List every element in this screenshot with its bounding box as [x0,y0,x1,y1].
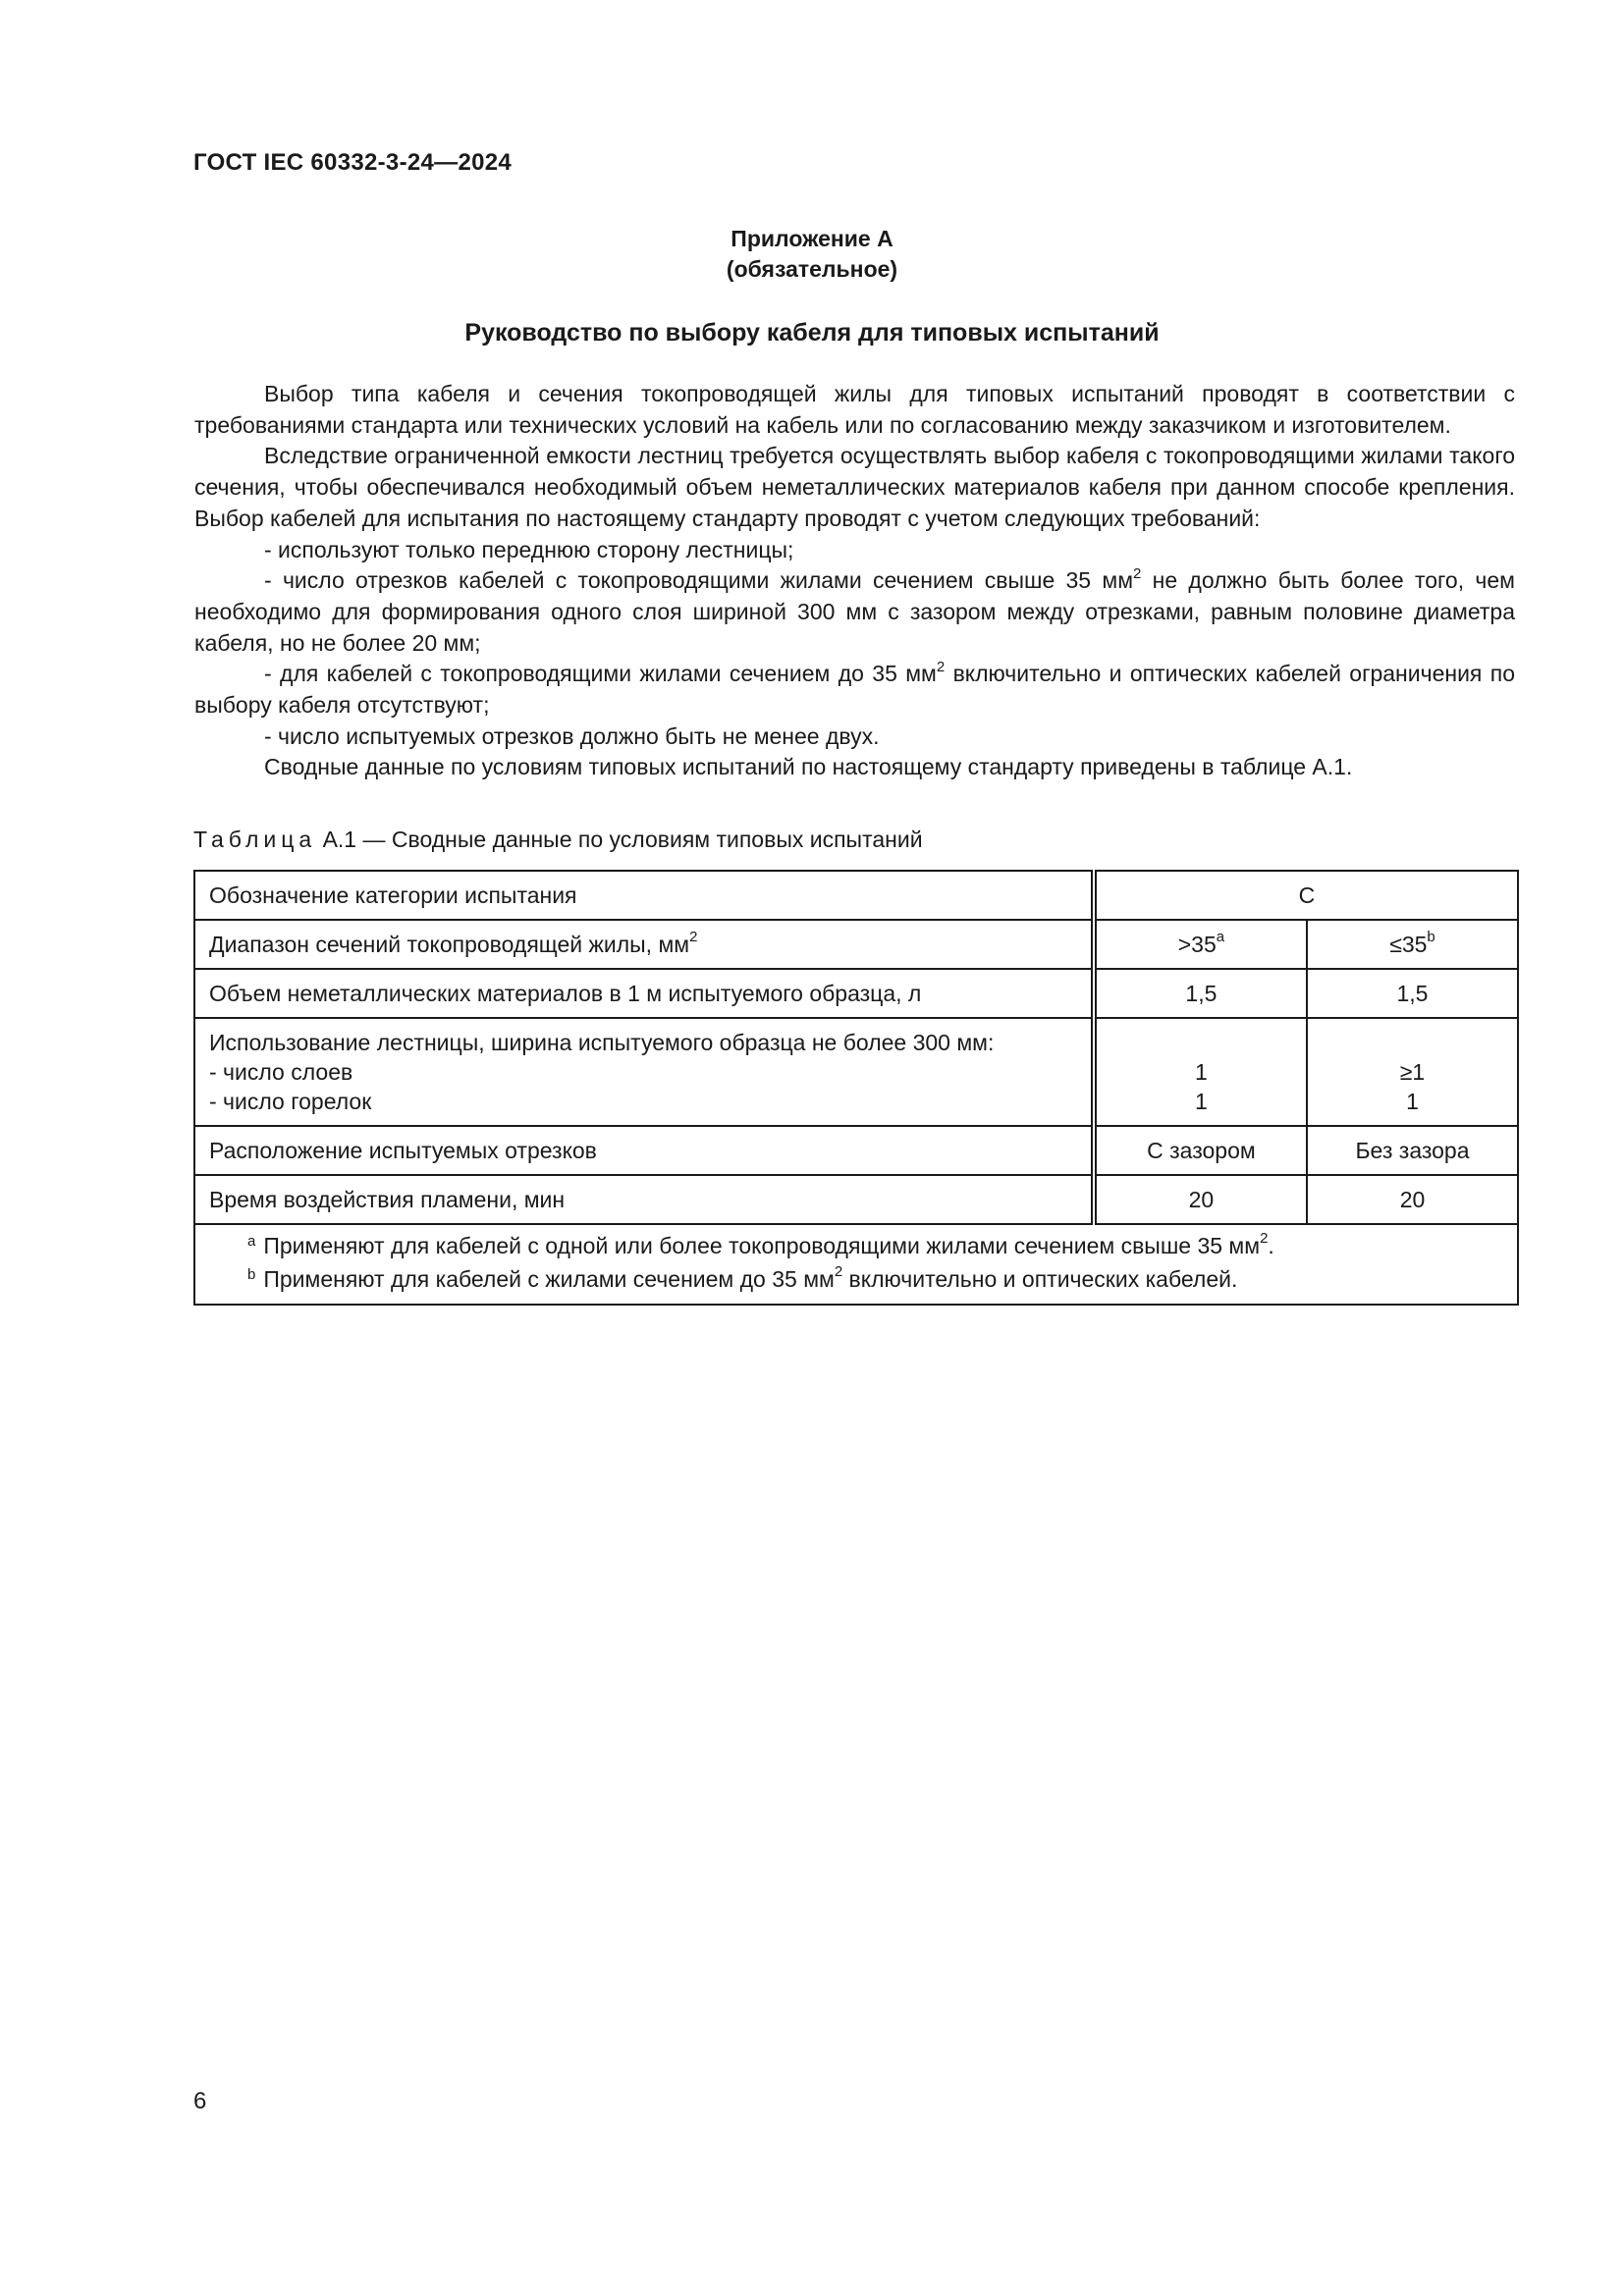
table-cell: 1 1 [1094,1018,1307,1126]
table-row [194,920,1518,969]
row-label: Объем неметаллических материалов в 1 м испытуемого образца, л [194,969,1094,1018]
paragraph-3: Сводные данные по условиям типовых испытаний по настоящему стандарту приведены в таблице А.1. [264,754,1353,780]
annex-title: Приложение А [731,226,893,251]
annex-title-block [0,224,1624,285]
table-caption [193,827,923,853]
page-number: 6 [193,2088,207,2114]
bullet-2: - число отрезков кабелей с токопроводящими жилами сечением свыше 35 $мм^2$ не должно быть более того, чем необходимо для формирования одного слоя шириной 300 мм с зазором между отрезками, равным половине диаметра кабеля, но не более 20 мм; [194,564,1515,656]
table-caption-word: Таблица [193,827,317,852]
row-label: Расположение испытуемых отрезков [194,1126,1094,1175]
table-cell: Без зазора [1307,1126,1518,1175]
table-row [194,1126,1518,1175]
table-cell: $>35^a$ [1094,920,1307,969]
table-cell: 1,5 [1307,969,1518,1018]
table-cell: С зазором [1094,1126,1307,1175]
category-value: С [1094,871,1518,920]
body-text [194,379,1515,783]
paragraph-1: Выбор типа кабеля и сечения токопроводящей жилы для типовых испытаний проводят в соответствии с требованиями стандарта или технических условий на кабель или по согласованию между заказчиком и изготовителем. [194,381,1515,438]
table-row [194,1175,1518,1224]
table-cell: 1,5 [1094,969,1307,1018]
table-row [194,871,1518,920]
row-label: Диапазон сечений токопроводящей жилы, $мм^2$ [194,920,1094,969]
table-notes-row [194,1224,1518,1305]
row-label: Обозначение категории испытания [194,871,1094,920]
table-caption-text: А.1 — Сводные данные по условиям типовых испытаний [316,827,923,852]
bullet-1: - используют только переднюю сторону лестницы; [264,536,794,562]
table-row [194,969,1518,1018]
annex-status: (обязательное) [726,256,898,282]
section-heading: Руководство по выбору кабеля для типовых испытаний [464,319,1160,347]
document-code: ГОСТ IEC 60332-3-24—2024 [193,149,513,176]
table-note-a: $^a$ Применяют для кабелей с одной или более токопроводящими жилами сечением свыше 35 $мм^2$. [247,1230,1274,1258]
table-cell: 20 [1094,1175,1307,1224]
paragraph-2: Вследствие ограниченной емкости лестниц требуется осуществлять выбор кабеля с токопроводящими жилами такого сечения, чтобы обеспечивался необходимый объем неметаллических материалов кабеля при данном способе крепления. Выбор кабелей для испытания по настоящему стандарту проводят с учетом следующих требований: [194,443,1515,531]
row-label: Время воздействия пламени, мин [194,1175,1094,1224]
bullet-4: - число испытуемых отрезков должно быть не менее двух. [264,722,880,749]
table-cell: 20 [1307,1175,1518,1224]
bullet-3: - для кабелей с токопроводящими жилами сечением до 35 $мм^2$ включительно и оптических кабелей ограничения по выбору кабеля отсутствуют; [194,658,1515,719]
table-notes [194,1224,1518,1305]
table-note-b: $^b$ Применяют для кабелей с жилами сечением до 35 $мм^2$ включительно и оптических кабелей. [247,1263,1238,1292]
table-row [194,1018,1518,1126]
summary-table [193,870,1519,1306]
row-label: Использование лестницы, ширина испытуемого образца не более 300 мм: - число слоев - число горелок [194,1018,1094,1126]
table-cell: $\le 35^b$ [1307,920,1518,969]
table-cell: ≥1 1 [1307,1018,1518,1126]
